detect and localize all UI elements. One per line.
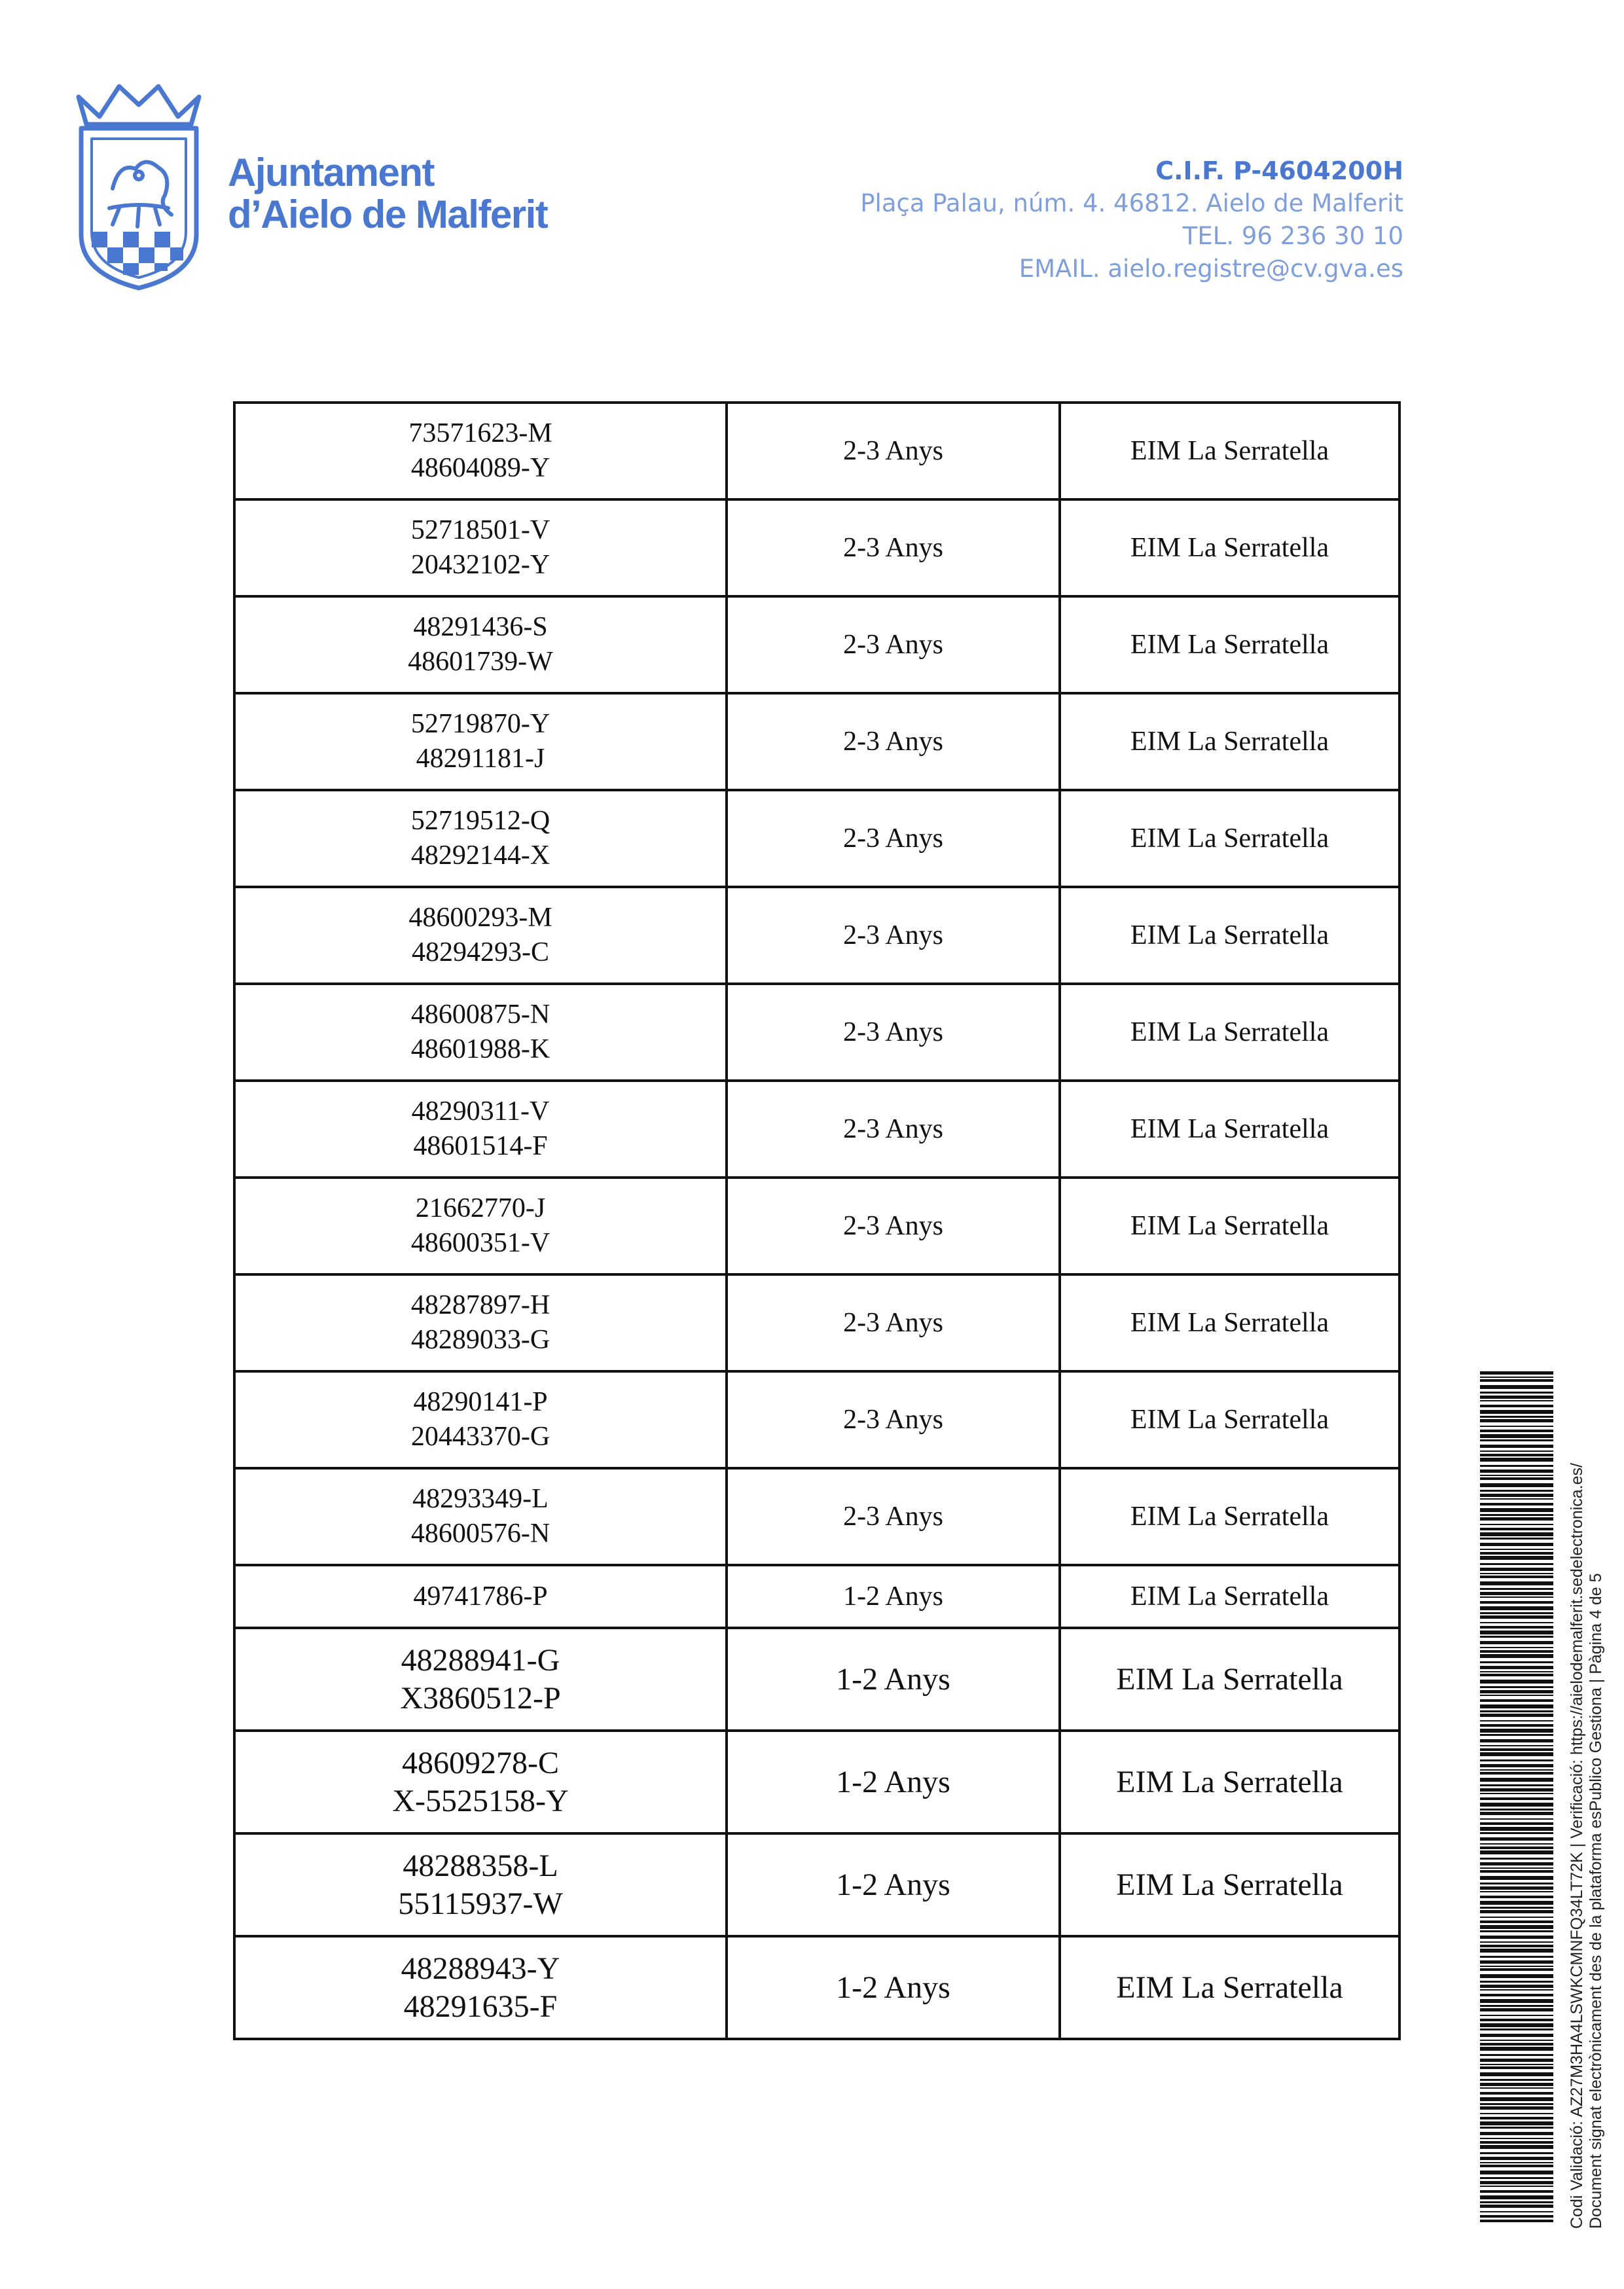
email: EMAIL. aielo.registre@cv.gva.es	[1019, 255, 1403, 283]
id-numbers-cell	[234, 596, 727, 693]
school-cell: EIM La Serratella	[1060, 1565, 1399, 1628]
id-numbers-cell	[234, 1274, 727, 1371]
id-number: 52718501-V	[410, 515, 550, 545]
id-number: 48291635-F	[403, 1989, 558, 2024]
table-row	[234, 693, 1399, 790]
table-row	[234, 499, 1399, 596]
age-group-cell: 1-2 Anys	[727, 1833, 1060, 1936]
id-number: 48290311-V	[411, 1096, 550, 1126]
age-group-cell: 2-3 Anys	[727, 499, 1060, 596]
table-row	[234, 596, 1399, 693]
table-row	[234, 1565, 1399, 1628]
id-number: X-5525158-Y	[392, 1783, 569, 1818]
id-numbers-cell	[234, 1178, 727, 1274]
coat-of-arms-logo	[73, 77, 204, 293]
school-cell: EIM La Serratella	[1060, 1833, 1399, 1936]
school-cell: EIM La Serratella	[1060, 693, 1399, 790]
age-group-cell: 1-2 Anys	[727, 1936, 1060, 2039]
id-numbers-cell	[234, 1628, 727, 1731]
id-number: 48293349-L	[412, 1484, 549, 1514]
id-numbers-cell	[234, 1468, 727, 1565]
table-row	[234, 1274, 1399, 1371]
school-cell: EIM La Serratella	[1060, 1628, 1399, 1731]
id-number: 20443370-G	[410, 1422, 550, 1452]
id-number: 48601988-K	[410, 1034, 550, 1064]
school-cell: EIM La Serratella	[1060, 1081, 1399, 1178]
id-numbers-cell	[234, 1565, 727, 1628]
table-row	[234, 1833, 1399, 1936]
age-group-cell: 2-3 Anys	[727, 887, 1060, 984]
school-cell: EIM La Serratella	[1060, 499, 1399, 596]
id-number: 55115937-W	[398, 1886, 563, 1921]
school-cell: EIM La Serratella	[1060, 1936, 1399, 2039]
id-numbers-cell	[234, 1936, 727, 2039]
id-number: 48290141-P	[413, 1387, 548, 1417]
school-cell: EIM La Serratella	[1060, 1731, 1399, 1833]
age-group-cell: 2-3 Anys	[727, 693, 1060, 790]
id-number: 48292144-X	[410, 840, 550, 871]
age-group-cell: 2-3 Anys	[727, 1274, 1060, 1371]
table-row	[234, 1081, 1399, 1178]
id-numbers-cell	[234, 790, 727, 887]
school-cell: EIM La Serratella	[1060, 984, 1399, 1081]
id-number: 48600875-N	[410, 1000, 550, 1030]
id-number: 48288358-L	[403, 1848, 558, 1883]
header-contact-info	[860, 154, 1403, 285]
age-group-cell: 2-3 Anys	[727, 1178, 1060, 1274]
validation-text	[1568, 1463, 1606, 2229]
table-row	[234, 403, 1399, 499]
barcode-icon	[1480, 1371, 1553, 2222]
id-number: 52719870-Y	[410, 709, 550, 739]
id-numbers-cell	[234, 693, 727, 790]
table-row	[234, 1468, 1399, 1565]
table-row	[234, 790, 1399, 887]
id-numbers-cell	[234, 499, 727, 596]
id-numbers-cell	[234, 1731, 727, 1833]
id-numbers-cell	[234, 1833, 727, 1936]
id-number: 48601739-W	[408, 647, 553, 677]
address: Plaça Palau, núm. 4. 46812. Aielo de Malferit	[860, 189, 1403, 217]
telephone: TEL. 96 236 30 10	[1182, 222, 1403, 250]
id-number: X3860512-P	[400, 1680, 561, 1716]
table-row	[234, 1936, 1399, 2039]
age-group-cell: 2-3 Anys	[727, 596, 1060, 693]
age-group-cell: 1-2 Anys	[727, 1731, 1060, 1833]
id-number: 49741786-P	[413, 1581, 548, 1612]
id-number: 48600293-M	[408, 903, 552, 933]
age-group-cell: 2-3 Anys	[727, 984, 1060, 1081]
age-group-cell: 2-3 Anys	[727, 1371, 1060, 1468]
age-group-cell: 2-3 Anys	[727, 790, 1060, 887]
id-numbers-cell	[234, 887, 727, 984]
signature-info-line: Document signat electrònicament des de la plataforma esPublico Gestiona | Pàgina 4 de 5	[1587, 1573, 1605, 2229]
organization-name-line2: d’Aielo de Malferit	[228, 192, 548, 236]
age-group-cell: 2-3 Anys	[727, 1081, 1060, 1178]
table-row	[234, 984, 1399, 1081]
id-numbers-cell	[234, 1081, 727, 1178]
school-cell: EIM La Serratella	[1060, 1371, 1399, 1468]
school-cell: EIM La Serratella	[1060, 403, 1399, 499]
admissions-table	[233, 401, 1401, 2040]
age-group-cell: 1-2 Anys	[727, 1628, 1060, 1731]
id-number: 48288941-G	[401, 1642, 560, 1678]
id-number: 48289033-G	[410, 1325, 550, 1355]
id-number: 48601514-F	[413, 1131, 548, 1161]
id-numbers-cell	[234, 984, 727, 1081]
school-cell: EIM La Serratella	[1060, 790, 1399, 887]
school-cell: EIM La Serratella	[1060, 1468, 1399, 1565]
school-cell: EIM La Serratella	[1060, 887, 1399, 984]
table-row	[234, 887, 1399, 984]
school-cell: EIM La Serratella	[1060, 1274, 1399, 1371]
school-cell: EIM La Serratella	[1060, 1178, 1399, 1274]
age-group-cell: 1-2 Anys	[727, 1565, 1060, 1628]
cif-number: C.I.F. P-4604200H	[1155, 156, 1403, 185]
id-numbers-cell	[234, 403, 727, 499]
organization-name-line1: Ajuntament	[228, 151, 434, 194]
table-row	[234, 1178, 1399, 1274]
id-number: 48609278-C	[402, 1745, 559, 1780]
id-number: 48288943-Y	[401, 1951, 560, 1986]
table-row	[234, 1628, 1399, 1731]
school-cell: EIM La Serratella	[1060, 596, 1399, 693]
table-row	[234, 1731, 1399, 1833]
id-number: 48604089-Y	[410, 453, 550, 483]
age-group-cell: 2-3 Anys	[727, 403, 1060, 499]
table-row	[234, 1371, 1399, 1468]
id-number: 21662770-J	[415, 1193, 546, 1223]
id-numbers-cell	[234, 1371, 727, 1468]
id-number: 52719512-Q	[410, 806, 550, 836]
id-number: 48291181-J	[416, 744, 545, 774]
id-number: 73571623-M	[408, 418, 552, 448]
organization-name	[228, 152, 547, 236]
id-number: 48600576-N	[410, 1519, 550, 1549]
id-number: 20432102-Y	[410, 550, 550, 580]
age-group-cell: 2-3 Anys	[727, 1468, 1060, 1565]
id-number: 48291436-S	[413, 612, 548, 642]
id-number: 48600351-V	[410, 1228, 550, 1258]
id-number: 48287897-H	[410, 1290, 550, 1320]
id-number: 48294293-C	[412, 937, 549, 967]
validation-code-line: Codi Validació: AZ27M3HA4LSWKCMNFQ34LT72K | Verificació: https://aielodemalferit.sedelectronica.es/	[1568, 1463, 1586, 2229]
